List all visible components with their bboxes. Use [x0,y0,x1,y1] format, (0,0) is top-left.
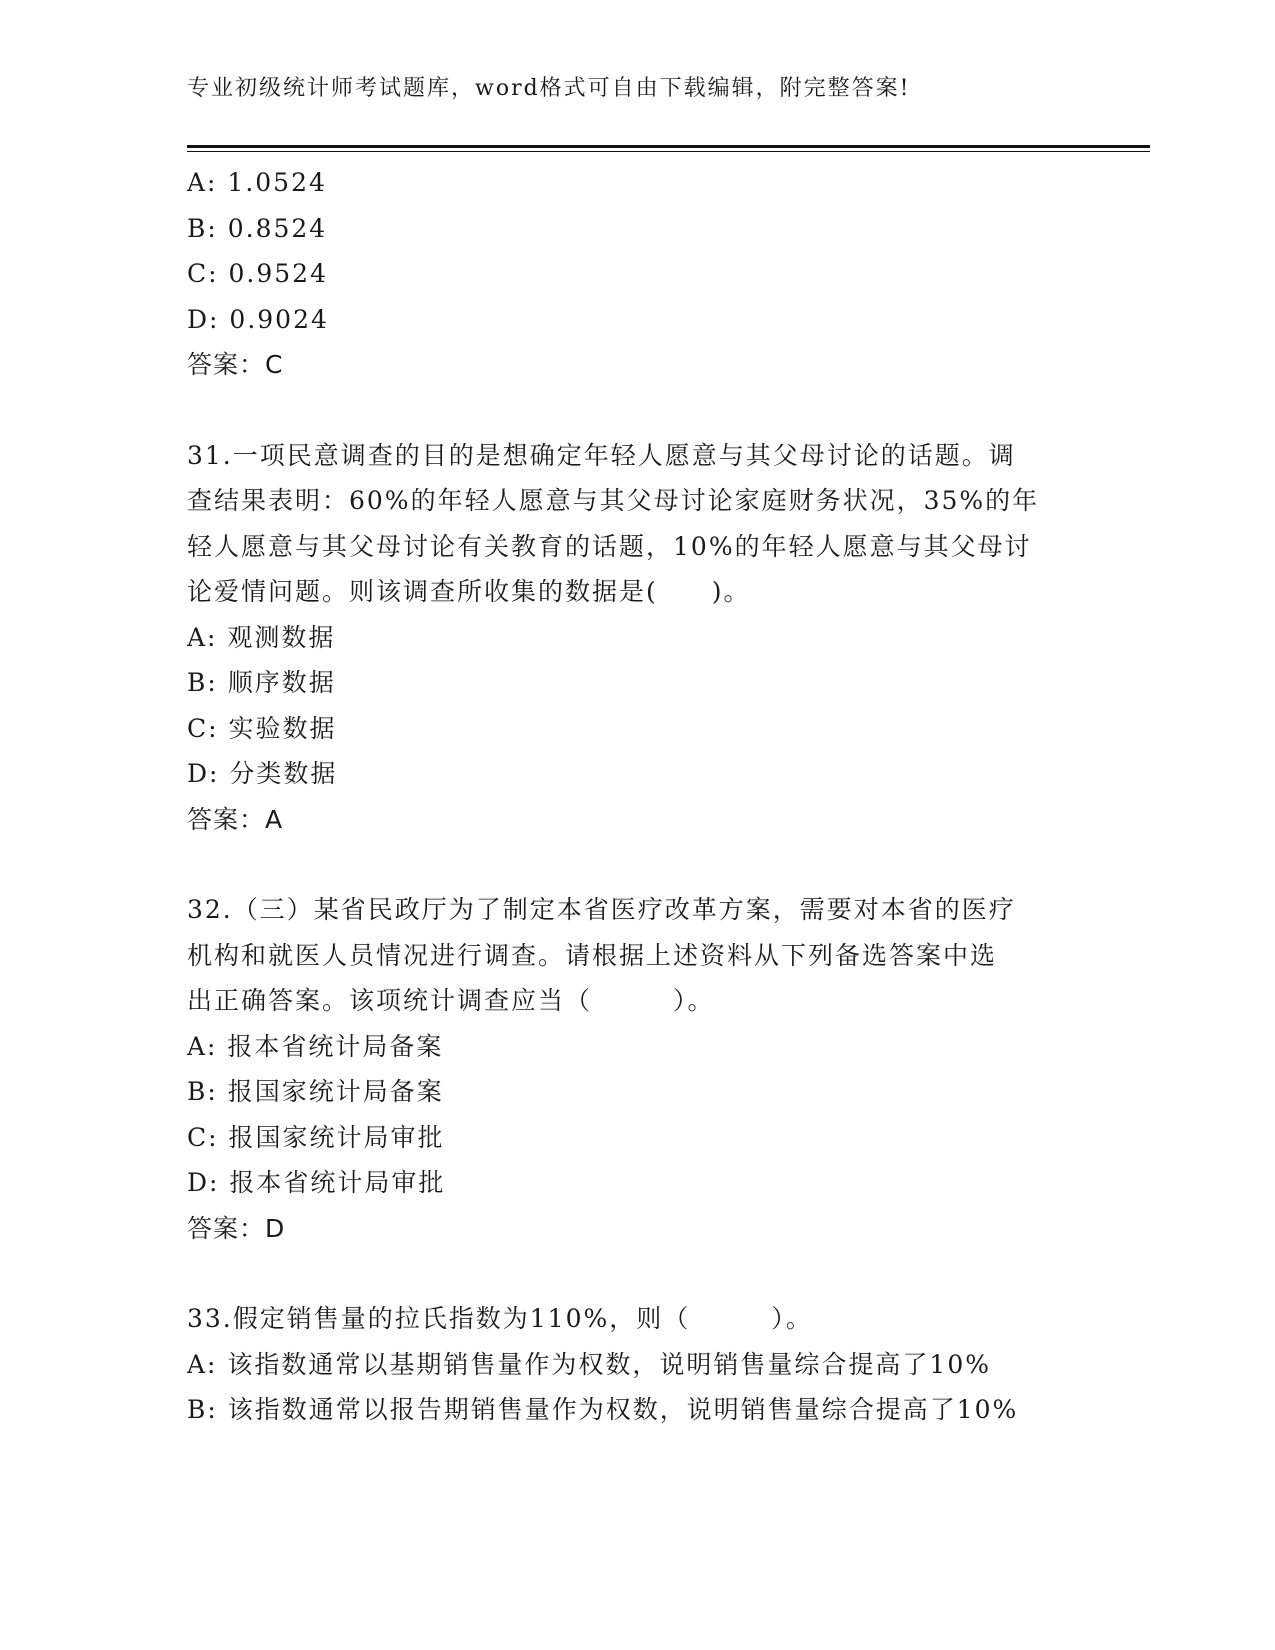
answer: 答案：C [187,350,284,379]
option-a: A: 报本省统计局备案 [187,1031,444,1061]
prev-question [187,160,1087,388]
question-text-line: 出正确答案。该项统计调查应当（ ）。 [187,986,715,1015]
option-b: B: 该指数通常以报告期销售量作为权数，说明销售量综合提高了10% [187,1395,1019,1424]
question-text-line: 论爱情问题。则该调查所收集的数据是( )。 [187,577,751,606]
header-rule-thin [187,151,1150,152]
option-c: C: 实验数据 [187,713,337,743]
answer: 答案：A [187,804,284,834]
question-text-line: 32.（三）某省民政厅为了制定本省医疗改革方案，需要对本省的医疗 [187,895,1016,924]
option-d: D: 报本省统计局审批 [187,1168,446,1197]
question-text-line: 查结果表明：60%的年轻人愿意与其父母讨论家庭财务状况，35%的年 [187,486,1040,515]
option-a: A: 观测数据 [187,622,336,652]
option-b: B: 顺序数据 [187,668,336,697]
question-31 [187,433,1087,843]
question-32 [187,887,1087,1251]
page-header: 专业初级统计师考试题库，word格式可自由下载编辑，附完整答案! [187,76,911,101]
option-b: B: 报国家统计局备案 [187,1077,444,1106]
option-d: D: 0.9024 [187,304,329,334]
question-content [187,160,1087,1433]
option-b: B: 0.8524 [187,213,328,243]
option-c: C: 报国家统计局审批 [187,1122,445,1152]
question-text-line: 轻人愿意与其父母讨论有关教育的话题，10%的年轻人愿意与其父母讨 [187,531,1032,561]
option-a: A: 该指数通常以基期销售量作为权数，说明销售量综合提高了10% [187,1349,991,1379]
question-text-line: 33.假定销售量的拉氏指数为110%，则（ ）。 [187,1304,813,1333]
option-a: A: 1.0524 [187,168,327,197]
header-rule-thick [187,145,1150,148]
question-33 [187,1296,1087,1433]
question-text-line: 31.一项民意调查的目的是想确定年轻人愿意与其父母讨论的话题。调 [187,440,1016,470]
answer: 答案：D [187,1213,286,1243]
option-c: C: 0.9524 [187,259,328,288]
question-text-line: 机构和就医人员情况进行调查。请根据上述资料从下列备选答案中选 [187,940,998,970]
option-d: D: 分类数据 [187,759,338,788]
